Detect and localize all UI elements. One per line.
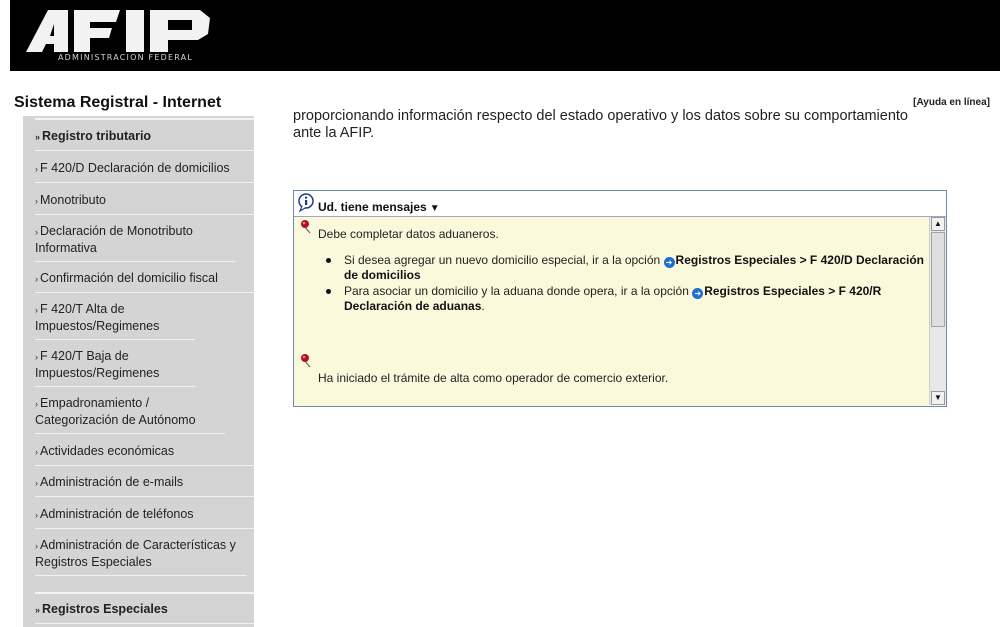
message-text: Ha iniciado el trámite de alta como operador de comercio exterior.	[318, 371, 669, 385]
sidebar-item-f420t-alta[interactable]	[35, 301, 195, 340]
pushpin-icon	[300, 353, 314, 369]
sidebar	[23, 116, 254, 627]
help-link[interactable]: [Ayuda en línea]	[913, 97, 990, 108]
arrow-right-icon: ➔	[692, 288, 703, 299]
sidebar-item-actividades[interactable]	[35, 443, 254, 466]
intro-text	[293, 108, 953, 142]
bullet-dot	[326, 258, 331, 263]
sidebar-divider	[35, 118, 254, 120]
system-title: Sistema Registral - Internet	[14, 94, 222, 111]
messages-body	[294, 217, 929, 405]
messages-scrollbar[interactable]	[929, 217, 946, 405]
info-icon	[297, 193, 317, 218]
arrow-right-icon: ➔	[664, 257, 675, 268]
chevron-right-icon: ›	[35, 196, 38, 206]
link-registros-especiales-f420r[interactable]: Registros Especiales > F 420/R Declaración de aduanas	[344, 284, 882, 313]
sidebar-item-label: F 420/T Alta de Impuestos/Regimenes	[35, 302, 160, 333]
chevron-right-icon: ›	[35, 227, 38, 237]
chevron-right-icon: ›	[35, 164, 38, 174]
sidebar-item-f420d[interactable]	[35, 160, 254, 183]
chevron-right-icon: ›	[35, 447, 38, 457]
double-chevron-icon: »	[35, 605, 41, 615]
sidebar-item-confirmacion-domicilio[interactable]	[35, 270, 254, 293]
chevron-right-icon: ›	[35, 352, 38, 362]
sidebar-item-telefonos[interactable]	[35, 506, 254, 529]
intro-line: proporcionando información respecto del estado operativo y los datos sobre su comportamiento	[293, 108, 908, 124]
link-registros-especiales-f420d[interactable]: Registros Especiales > F 420/D Declaración de domicilios	[344, 253, 924, 282]
bullet-suffix: .	[481, 299, 485, 313]
pushpin-icon	[300, 219, 314, 235]
sidebar-item-monotributo[interactable]	[35, 192, 254, 215]
triangle-down-icon: ▼	[429, 203, 440, 214]
scroll-down-button[interactable]: ▼	[931, 391, 945, 405]
afip-logo	[24, 6, 224, 56]
sidebar-section-registro-tributario[interactable]	[35, 128, 254, 151]
message-text: Debe completar datos aduaneros.	[318, 227, 499, 241]
scroll-thumb[interactable]	[931, 232, 945, 327]
sidebar-divider	[35, 592, 254, 594]
sidebar-section-label: Registro tributario	[42, 129, 152, 143]
bullet-lead-text: Si desea agregar un nuevo domicilio especial, ir a la opción	[344, 253, 664, 267]
sidebar-item-label: Administración de e-mails	[40, 475, 184, 489]
bullet-text	[344, 284, 924, 313]
messages-title-text: Ud. tiene mensajes	[318, 200, 427, 214]
chevron-right-icon: ›	[35, 274, 38, 284]
chevron-right-icon: ›	[35, 305, 38, 315]
sidebar-item-label: Empadronamiento / Categorización de Autónomo	[35, 396, 196, 427]
sidebar-item-label: F 420/T Baja de Impuestos/Regimenes	[35, 349, 160, 380]
chevron-right-icon: ›	[35, 541, 38, 551]
logo-subtitle: ADMINISTRACION FEDERAL	[58, 53, 193, 62]
sidebar-item-label: Confirmación del domicilio fiscal	[40, 271, 218, 285]
sidebar-item-label: Administración de teléfonos	[40, 507, 194, 521]
messages-title[interactable]	[318, 200, 440, 214]
sidebar-item-label: Administración de Características y Registros Especiales	[35, 538, 236, 569]
sidebar-item-emails[interactable]	[35, 474, 254, 497]
header-banner	[10, 0, 1000, 71]
sidebar-item-label: F 420/D Declaración de domicilios	[40, 161, 230, 175]
bullet-dot	[326, 289, 331, 294]
chevron-right-icon: ›	[35, 399, 38, 409]
messages-panel	[293, 190, 947, 407]
sidebar-item-label: Actividades económicas	[40, 444, 175, 458]
sidebar-item-label: Monotributo	[40, 193, 107, 207]
chevron-right-icon: ›	[35, 510, 38, 520]
sidebar-section-label: Registros Especiales	[42, 602, 168, 616]
bullet-text	[344, 253, 924, 282]
bullet-lead-text: Para asociar un domicilio y la aduana donde opera, ir a la opción	[344, 284, 693, 298]
sidebar-item-label: Declaración de Monotributo Informativa	[35, 224, 193, 255]
sidebar-item-autonomo[interactable]	[35, 395, 225, 434]
intro-line: ante la AFIP.	[293, 125, 375, 141]
scroll-up-button[interactable]: ▲	[931, 217, 945, 231]
sidebar-item-monotributo-informativa[interactable]	[35, 223, 235, 262]
sidebar-item-caracteristicas[interactable]	[35, 537, 247, 576]
sidebar-item-f420t-baja[interactable]	[35, 348, 195, 387]
double-chevron-icon: »	[35, 132, 41, 142]
messages-header[interactable]	[294, 191, 946, 217]
sidebar-section-registros-especiales[interactable]	[35, 601, 254, 624]
chevron-right-icon: ›	[35, 478, 38, 488]
